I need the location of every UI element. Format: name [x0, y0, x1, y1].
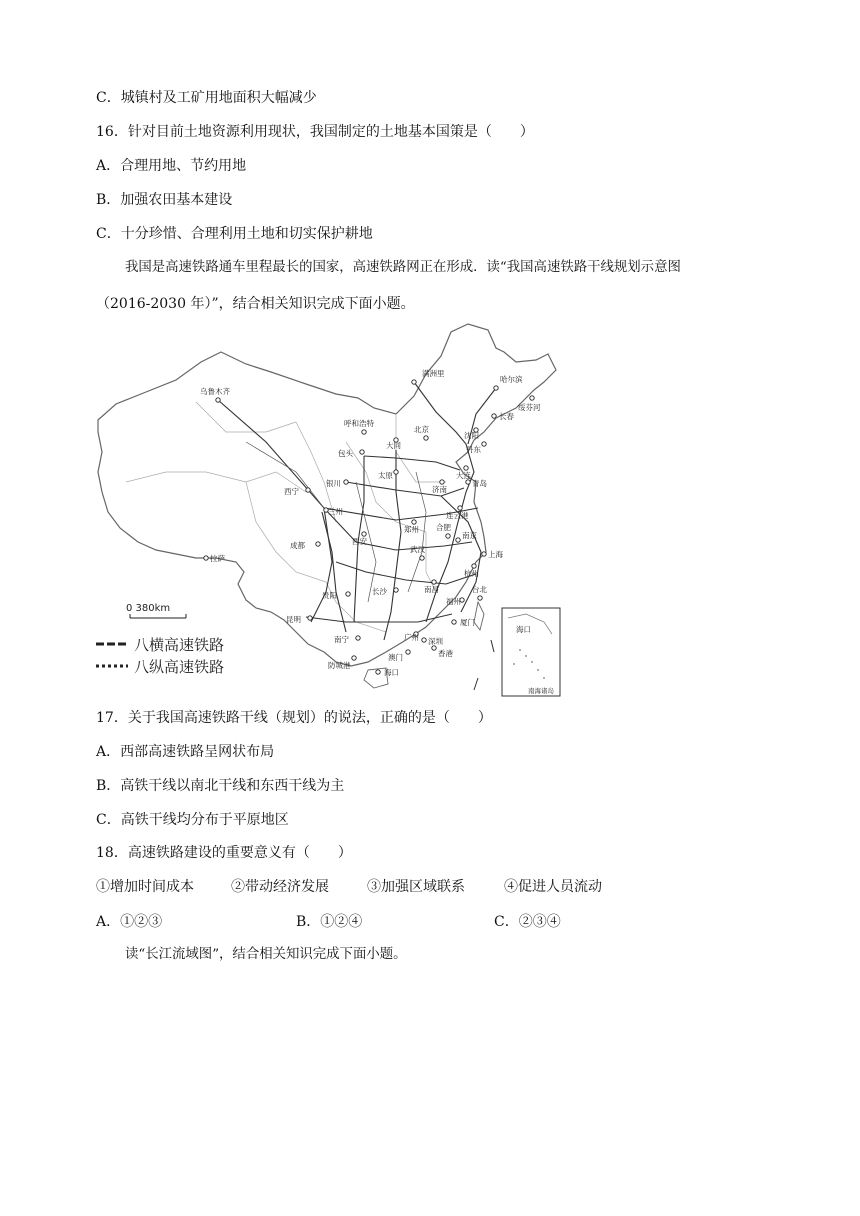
city-marker-taibei — [478, 596, 482, 600]
city-marker-zhengzhou — [412, 520, 416, 524]
city-label-changsha: 长沙 — [372, 587, 387, 596]
city-marker-changsha — [394, 588, 398, 592]
city-label-haikou: 海口 — [384, 668, 399, 677]
legend-east-west: 八横高速铁路 — [134, 636, 225, 654]
city-marker-xian — [362, 532, 366, 536]
city-marker-kunming — [308, 616, 312, 620]
city-label-lasa: 拉萨 — [210, 554, 225, 563]
city-marker-nanning — [356, 636, 360, 640]
city-label-suifenhe: 绥芬河 — [518, 403, 541, 412]
city-marker-nanchang — [432, 580, 436, 584]
city-label-huhehaote: 呼和浩特 — [344, 419, 374, 428]
city-label-xian: 西安 — [352, 537, 367, 546]
q16-option-c: C．十分珍惜、合理利用土地和切实保护耕地 — [96, 226, 373, 242]
city-label-xining: 西宁 — [284, 487, 299, 496]
city-label-zhengzhou: 郑州 — [404, 525, 419, 534]
city-marker-hefei — [446, 534, 450, 538]
city-marker-beijing — [424, 436, 428, 440]
city-marker-qingdao — [466, 480, 470, 484]
city-label-beijing: 北京 — [414, 425, 429, 434]
city-marker-fangchenggang — [352, 656, 356, 660]
city-marker-jinan — [440, 480, 444, 484]
city-label-shenyang: 沈阳 — [464, 431, 479, 440]
china-outline — [98, 324, 556, 666]
city-marker-lianyungang — [458, 506, 462, 510]
city-marker-changchun — [492, 414, 496, 418]
city-label-fuzhou: 福州 — [446, 597, 461, 606]
south-china-sea-inset — [502, 608, 560, 696]
q16-option-b: B．加强农田基本建设 — [96, 192, 233, 208]
city-label-hangzhou: 杭州 — [464, 569, 479, 578]
q18-option-b: B．①②④ — [296, 914, 363, 930]
city-marker-haerbin — [494, 386, 498, 390]
city-marker-aomen — [406, 650, 410, 654]
q16-stem: 16．针对目前土地资源利用现状，我国制定的土地基本国策是（ ） — [96, 124, 534, 140]
city-label-taiyuan: 太原 — [378, 471, 393, 480]
city-marker-baotou — [360, 450, 364, 454]
city-label-shanghai: 上海 — [488, 550, 503, 559]
city-label-lianyungang: 连云港 — [446, 511, 469, 520]
city-marker-wulumuqi — [216, 398, 220, 402]
q18-stem: 18．高速铁路建设的重要意义有（ ） — [96, 845, 352, 861]
q16-option-a: A．合理用地、节约用地 — [96, 158, 247, 174]
q17-stem: 17．关于我国高速铁路干线（规划）的说法，正确的是（ ） — [96, 710, 492, 726]
city-label-xianggang: 香港 — [438, 649, 453, 658]
city-markers — [200, 368, 541, 677]
legend — [96, 636, 224, 676]
city-marker-chengdu — [316, 542, 320, 546]
q18-option-a: A．①②③ — [96, 914, 163, 930]
city-label-qingdao: 青岛 — [472, 479, 487, 488]
city-marker-huhehaote — [362, 430, 366, 434]
province-boundaries — [126, 402, 446, 632]
intro-paragraph-yangtze: 读“长江流域图”，结合相关知识完成下面小题。 — [125, 947, 407, 962]
q18-statement-3: ③加强区域联系 — [367, 879, 465, 895]
city-label-chengdu: 成都 — [290, 541, 305, 550]
city-marker-xianggang — [432, 646, 436, 650]
city-label-shenzhen: 深圳 — [428, 637, 443, 646]
city-label-kunming: 昆明 — [286, 615, 301, 624]
city-label-guiyang: 贵阳 — [322, 591, 337, 600]
city-label-dandong: 丹东 — [466, 445, 481, 454]
city-label-taibei: 台北 — [472, 585, 487, 594]
city-label-manzhouli: 满洲里 — [422, 369, 445, 378]
city-label-xiamen: 厦门 — [460, 618, 475, 627]
city-marker-taiyuan — [394, 470, 398, 474]
city-label-dalian: 大连 — [456, 471, 471, 480]
q18-option-c: C．②③④ — [494, 914, 561, 930]
city-label-fangchenggang: 防城港 — [328, 661, 351, 670]
legend-north-south: 八纵高速铁路 — [134, 658, 225, 676]
city-label-nanning: 南宁 — [334, 635, 349, 644]
city-label-datong: 大同 — [386, 441, 401, 450]
scale-label: 0 380km — [126, 603, 171, 614]
railway-map-svg — [96, 322, 562, 698]
city-marker-shanghai — [482, 552, 486, 556]
intro-paragraph-line2: （2016-2030 年）”，结合相关知识完成下面小题。 — [96, 296, 415, 312]
inset-caption: 南海诸岛 — [528, 687, 554, 695]
city-marker-xining — [306, 488, 310, 492]
city-label-changchun: 长春 — [499, 412, 514, 421]
city-marker-dalian — [464, 466, 468, 470]
city-label-wuhan: 武汉 — [410, 545, 425, 554]
q18-statement-2: ②带动经济发展 — [231, 879, 329, 895]
city-marker-yinchuan — [344, 480, 348, 484]
city-marker-wuhan — [420, 556, 424, 560]
city-marker-guiyang — [346, 592, 350, 596]
q18-statement-4: ④促进人员流动 — [504, 879, 602, 895]
city-marker-xiamen — [452, 620, 456, 624]
city-marker-lasa — [204, 556, 208, 560]
city-label-aomen: 澳门 — [388, 653, 403, 662]
city-label-jinan: 济南 — [432, 485, 447, 494]
intro-paragraph-line1: 我国是高速铁路通车里程最长的国家，高速铁路网正在形成．读“我国高速铁路干线规划示意图 — [125, 260, 681, 275]
city-marker-hangzhou — [472, 564, 476, 568]
city-marker-shenzhen — [422, 638, 426, 642]
city-marker-dandong — [482, 442, 486, 446]
city-label-yinchuan: 银川 — [326, 479, 341, 488]
q18-statement-1: ①增加时间成本 — [96, 879, 194, 895]
city-marker-nanjing — [456, 538, 460, 542]
city-marker-manzhouli — [412, 380, 416, 384]
city-label-baotou: 包头 — [338, 449, 353, 458]
scale-bar — [126, 603, 186, 618]
city-marker-suifenhe — [530, 396, 534, 400]
city-label-nanjing: 南京 — [462, 531, 477, 540]
city-label-haerbin: 哈尔滨 — [500, 375, 523, 384]
taiwan-outline — [474, 602, 484, 630]
city-label-lanzhou: 兰州 — [328, 507, 343, 516]
city-label-nanchang: 南昌 — [424, 585, 439, 594]
q17-option-c: C．高铁干线均分布于平原地区 — [96, 812, 289, 828]
city-marker-haikou — [376, 670, 380, 674]
city-label-wulumuqi: 乌鲁木齐 — [200, 387, 230, 396]
city-label-guangzhou: 广州 — [404, 633, 419, 642]
city-label-hefei: 合肥 — [436, 523, 451, 532]
q15-option-c: C．城镇村及工矿用地面积大幅减少 — [96, 90, 317, 106]
railway-map-figure — [96, 322, 562, 698]
q17-option-b: B．高铁干线以南北干线和东西干线为主 — [96, 778, 345, 794]
q17-option-a: A．西部高速铁路呈网状布局 — [96, 744, 275, 760]
inset-haikou: 海口 — [516, 625, 531, 634]
